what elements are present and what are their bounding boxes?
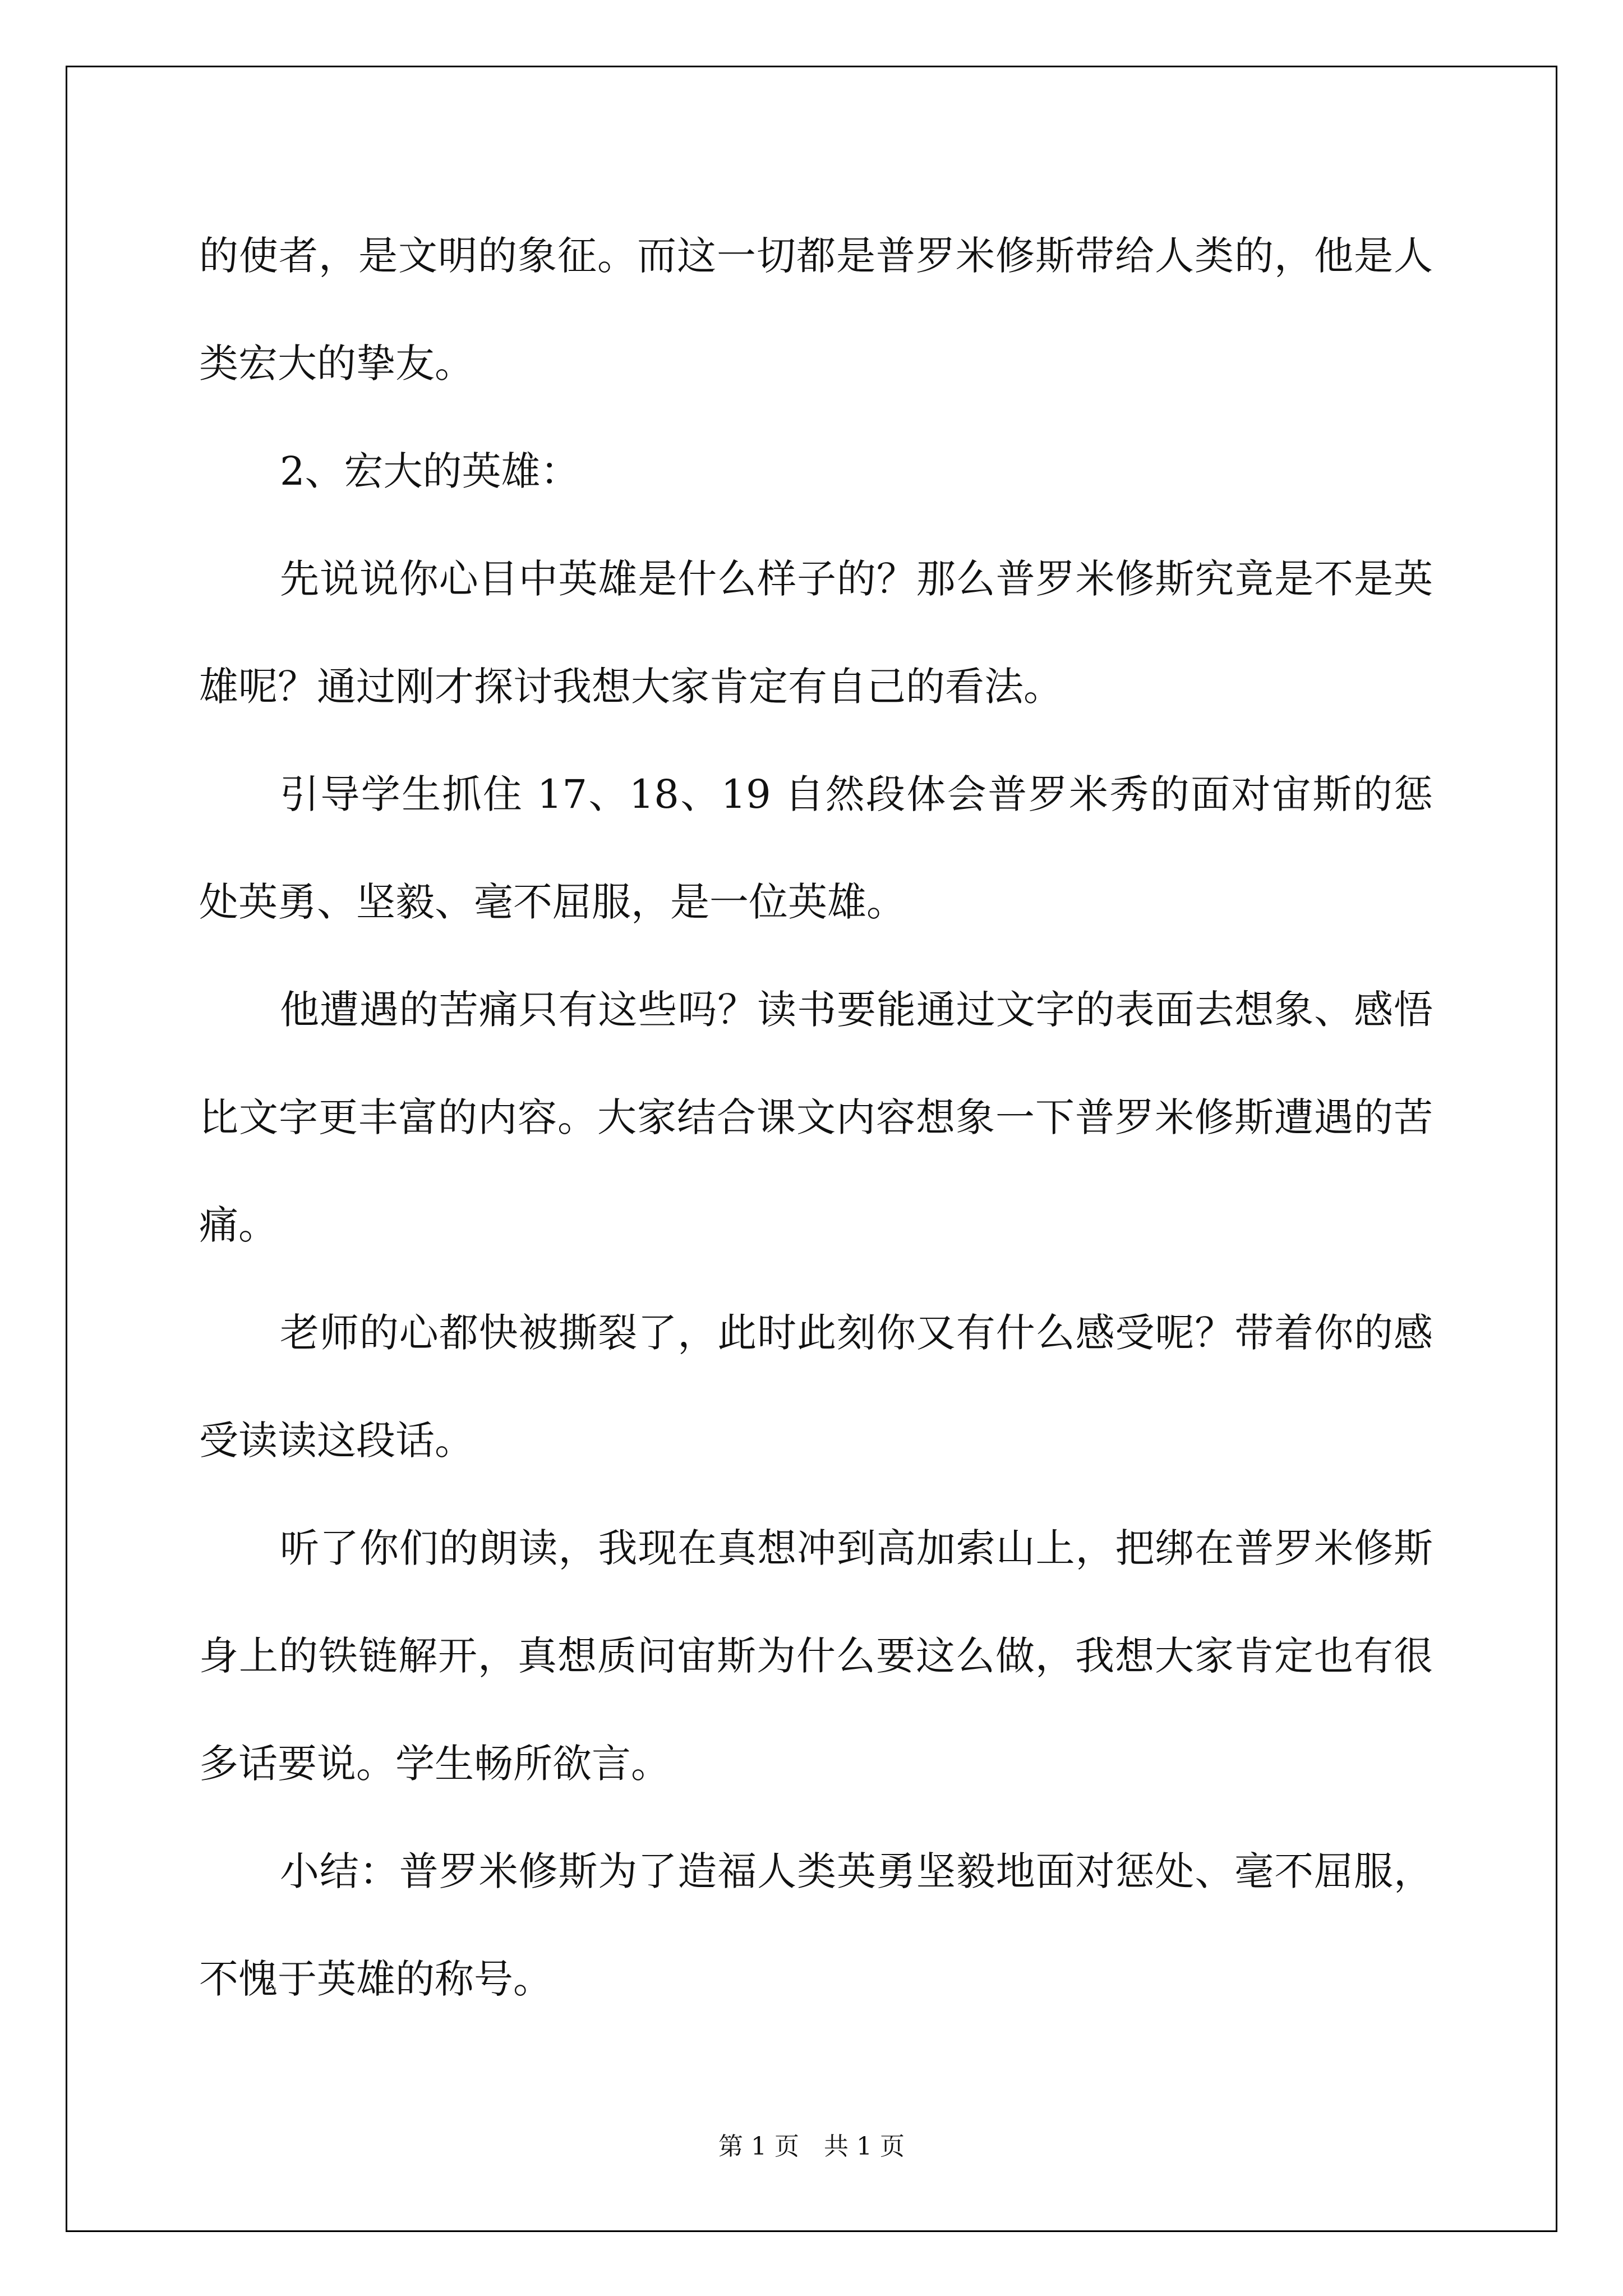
page-number-footer: 第 1 页 共 1 页	[718, 2132, 905, 2161]
document-body	[199, 202, 1433, 2033]
paragraph-6: 老师的心都快被撕裂了，此时此刻你又有什么感受呢？带着你的感受读读这段话。	[199, 1310, 1433, 1464]
paragraph-2-heading: 2、宏大的英雄：	[280, 448, 580, 494]
paragraph-8-summary: 小结：普罗米修斯为了造福人类英勇坚毅地面对惩处、毫不屈服，不愧于英雄的称号。	[199, 1848, 1433, 2002]
paragraph-7: 听了你们的朗读，我现在真想冲到高加索山上，把绑在普罗米修斯身上的铁链解开，真想质问宙斯为什么要这么做，我想大家肯定也有很多话要说。学生畅所欲言。	[199, 1525, 1433, 1787]
paragraph-5: 他遭遇的苦痛只有这些吗？读书要能通过文字的表面去想象、感悟比文字更丰富的内容。大家结合课文内容想象一下普罗米修斯遭遇的苦痛。	[199, 987, 1433, 1248]
paragraph-1: 的使者，是文明的象征。而这一切都是普罗米修斯带给人类的，他是人类宏大的挚友。	[199, 233, 1433, 386]
paragraph-4: 引导学生抓住 17、18、19 自然段体会普罗米秀的面对宙斯的惩处英勇、坚毅、毫不屈服，是一位英雄。	[199, 771, 1433, 925]
paragraph-3: 先说说你心目中英雄是什么样子的？那么普罗米修斯究竟是不是英雄呢？通过刚才探讨我想大家肯定有自己的看法。	[199, 556, 1433, 710]
